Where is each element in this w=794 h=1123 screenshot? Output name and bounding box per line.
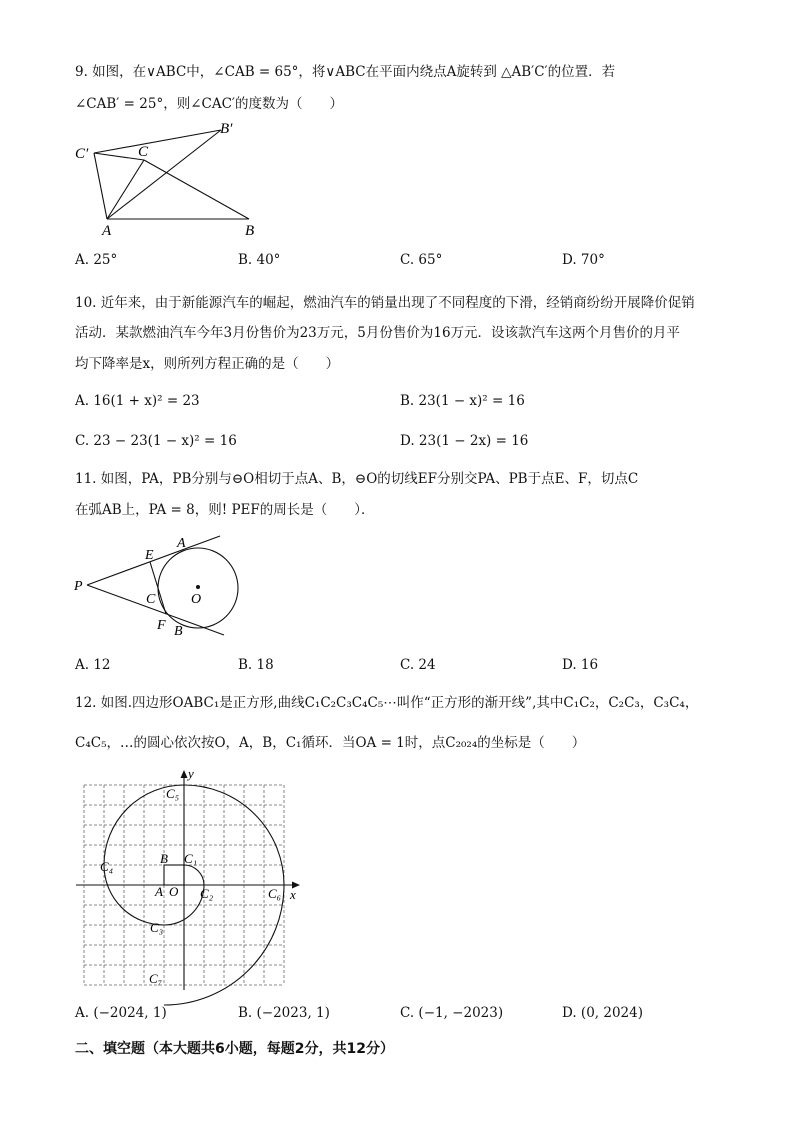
label-e: E: [145, 548, 154, 563]
label-c6: C₆: [268, 886, 282, 901]
q9-option-a[interactable]: A. 25°: [75, 252, 118, 268]
label-b: B: [245, 223, 255, 239]
q10-option-c[interactable]: C. 23 − 23(1 − x)² = 16: [75, 433, 237, 449]
q9-triangle-figure: [70, 118, 270, 238]
q10-stem-line1: 10. 近年来，由于新能源汽车的崛起，燃油汽车的销量出现了不同程度的下滑，经销商纷纷开展降价促销: [75, 295, 695, 311]
q11-stem-line1: 11. 如图，PA，PB分别与⊖O相切于点A、B，⊖O的切线EF分别交PA、PB于点E、F，切点C: [75, 471, 639, 487]
q12-option-b[interactable]: B. (−2023, 1): [238, 1005, 330, 1021]
q9-option-b[interactable]: B. 40°: [238, 252, 281, 268]
label-x: x: [290, 887, 296, 902]
label-c2: C₂: [200, 886, 214, 901]
label-f: F: [157, 618, 166, 633]
label-a: A: [155, 884, 163, 899]
q10-stem-line2: 活动．某款燃油汽车今年3月份售价为23万元，5月份售价为16万元．设该款汽车这两个月售价的月平: [75, 325, 681, 341]
q10-option-b[interactable]: B. 23(1 − x)² = 16: [400, 393, 525, 409]
label-c4: C₄: [100, 859, 114, 874]
q12-stem-line2: C₄C₅，…的圆心依次按O，A，B，C₁循环．当OA = 1时，点C₂₀₂₄的坐标是（ ）: [75, 735, 586, 751]
label-c1: C₁: [184, 851, 198, 866]
q11-tangent-figure: [70, 528, 240, 643]
q12-stem-line1: 12. 如图.四边形OABC₁是正方形,曲线C₁C₂C₃C₄C₅⋯叫作“正方形的渐开线”,其中C₁C₂，C₂C₃，C₃C₄，: [75, 695, 699, 711]
q10-stem-line3: 均下降率是x，则所列方程正确的是（ ）: [75, 356, 340, 372]
label-a: A: [177, 536, 186, 551]
q11-option-c[interactable]: C. 24: [400, 657, 436, 673]
label-c3: C₃: [150, 920, 164, 935]
q11-option-d[interactable]: D. 16: [562, 657, 599, 673]
q10-option-d[interactable]: D. 23(1 − 2x) = 16: [400, 433, 529, 449]
section2-heading: 二、填空题（本大题共6小题，每题2分，共12分）: [75, 1041, 394, 1057]
q10-option-a[interactable]: A. 16(1 + x)² = 23: [75, 393, 200, 409]
q12-option-d[interactable]: D. (0, 2024): [562, 1005, 643, 1021]
q12-option-c[interactable]: C. (−1, −2023): [400, 1005, 504, 1021]
label-p: P: [74, 579, 83, 594]
q11-stem-line2: 在弧AB上，PA = 8，则! PEF的周长是（ ）．: [75, 502, 375, 518]
q12-option-a[interactable]: A. (−2024, 1): [75, 1005, 167, 1021]
label-o: O: [169, 884, 179, 899]
label-c-prime: C′: [75, 146, 89, 162]
label-c5: C₅: [166, 786, 180, 801]
q11-option-a[interactable]: A. 12: [75, 657, 111, 673]
label-y: y: [188, 766, 194, 781]
label-c7: C₇: [149, 971, 163, 986]
q9-option-d[interactable]: D. 70°: [562, 252, 605, 268]
q9-option-c[interactable]: C. 65°: [400, 252, 443, 268]
q9-stem-line2: ∠CAB′ = 25°，则∠CAC′的度数为（ ）: [75, 96, 343, 112]
label-o: O: [191, 592, 202, 607]
label-c: C: [146, 592, 156, 607]
q12-involute-figure: [70, 768, 310, 993]
q9-stem-line1: 9. 如图，在∨ABC中，∠CAB = 65°，将∨ABC在平面内绕点A旋转到 △AB′C′的位置．若: [75, 64, 616, 80]
label-a: A: [102, 223, 112, 239]
label-b-prime: B′: [220, 121, 233, 137]
label-b: B: [174, 624, 183, 639]
q11-option-b[interactable]: B. 18: [238, 657, 274, 673]
label-c: C: [138, 144, 149, 160]
label-b: B: [160, 851, 168, 866]
